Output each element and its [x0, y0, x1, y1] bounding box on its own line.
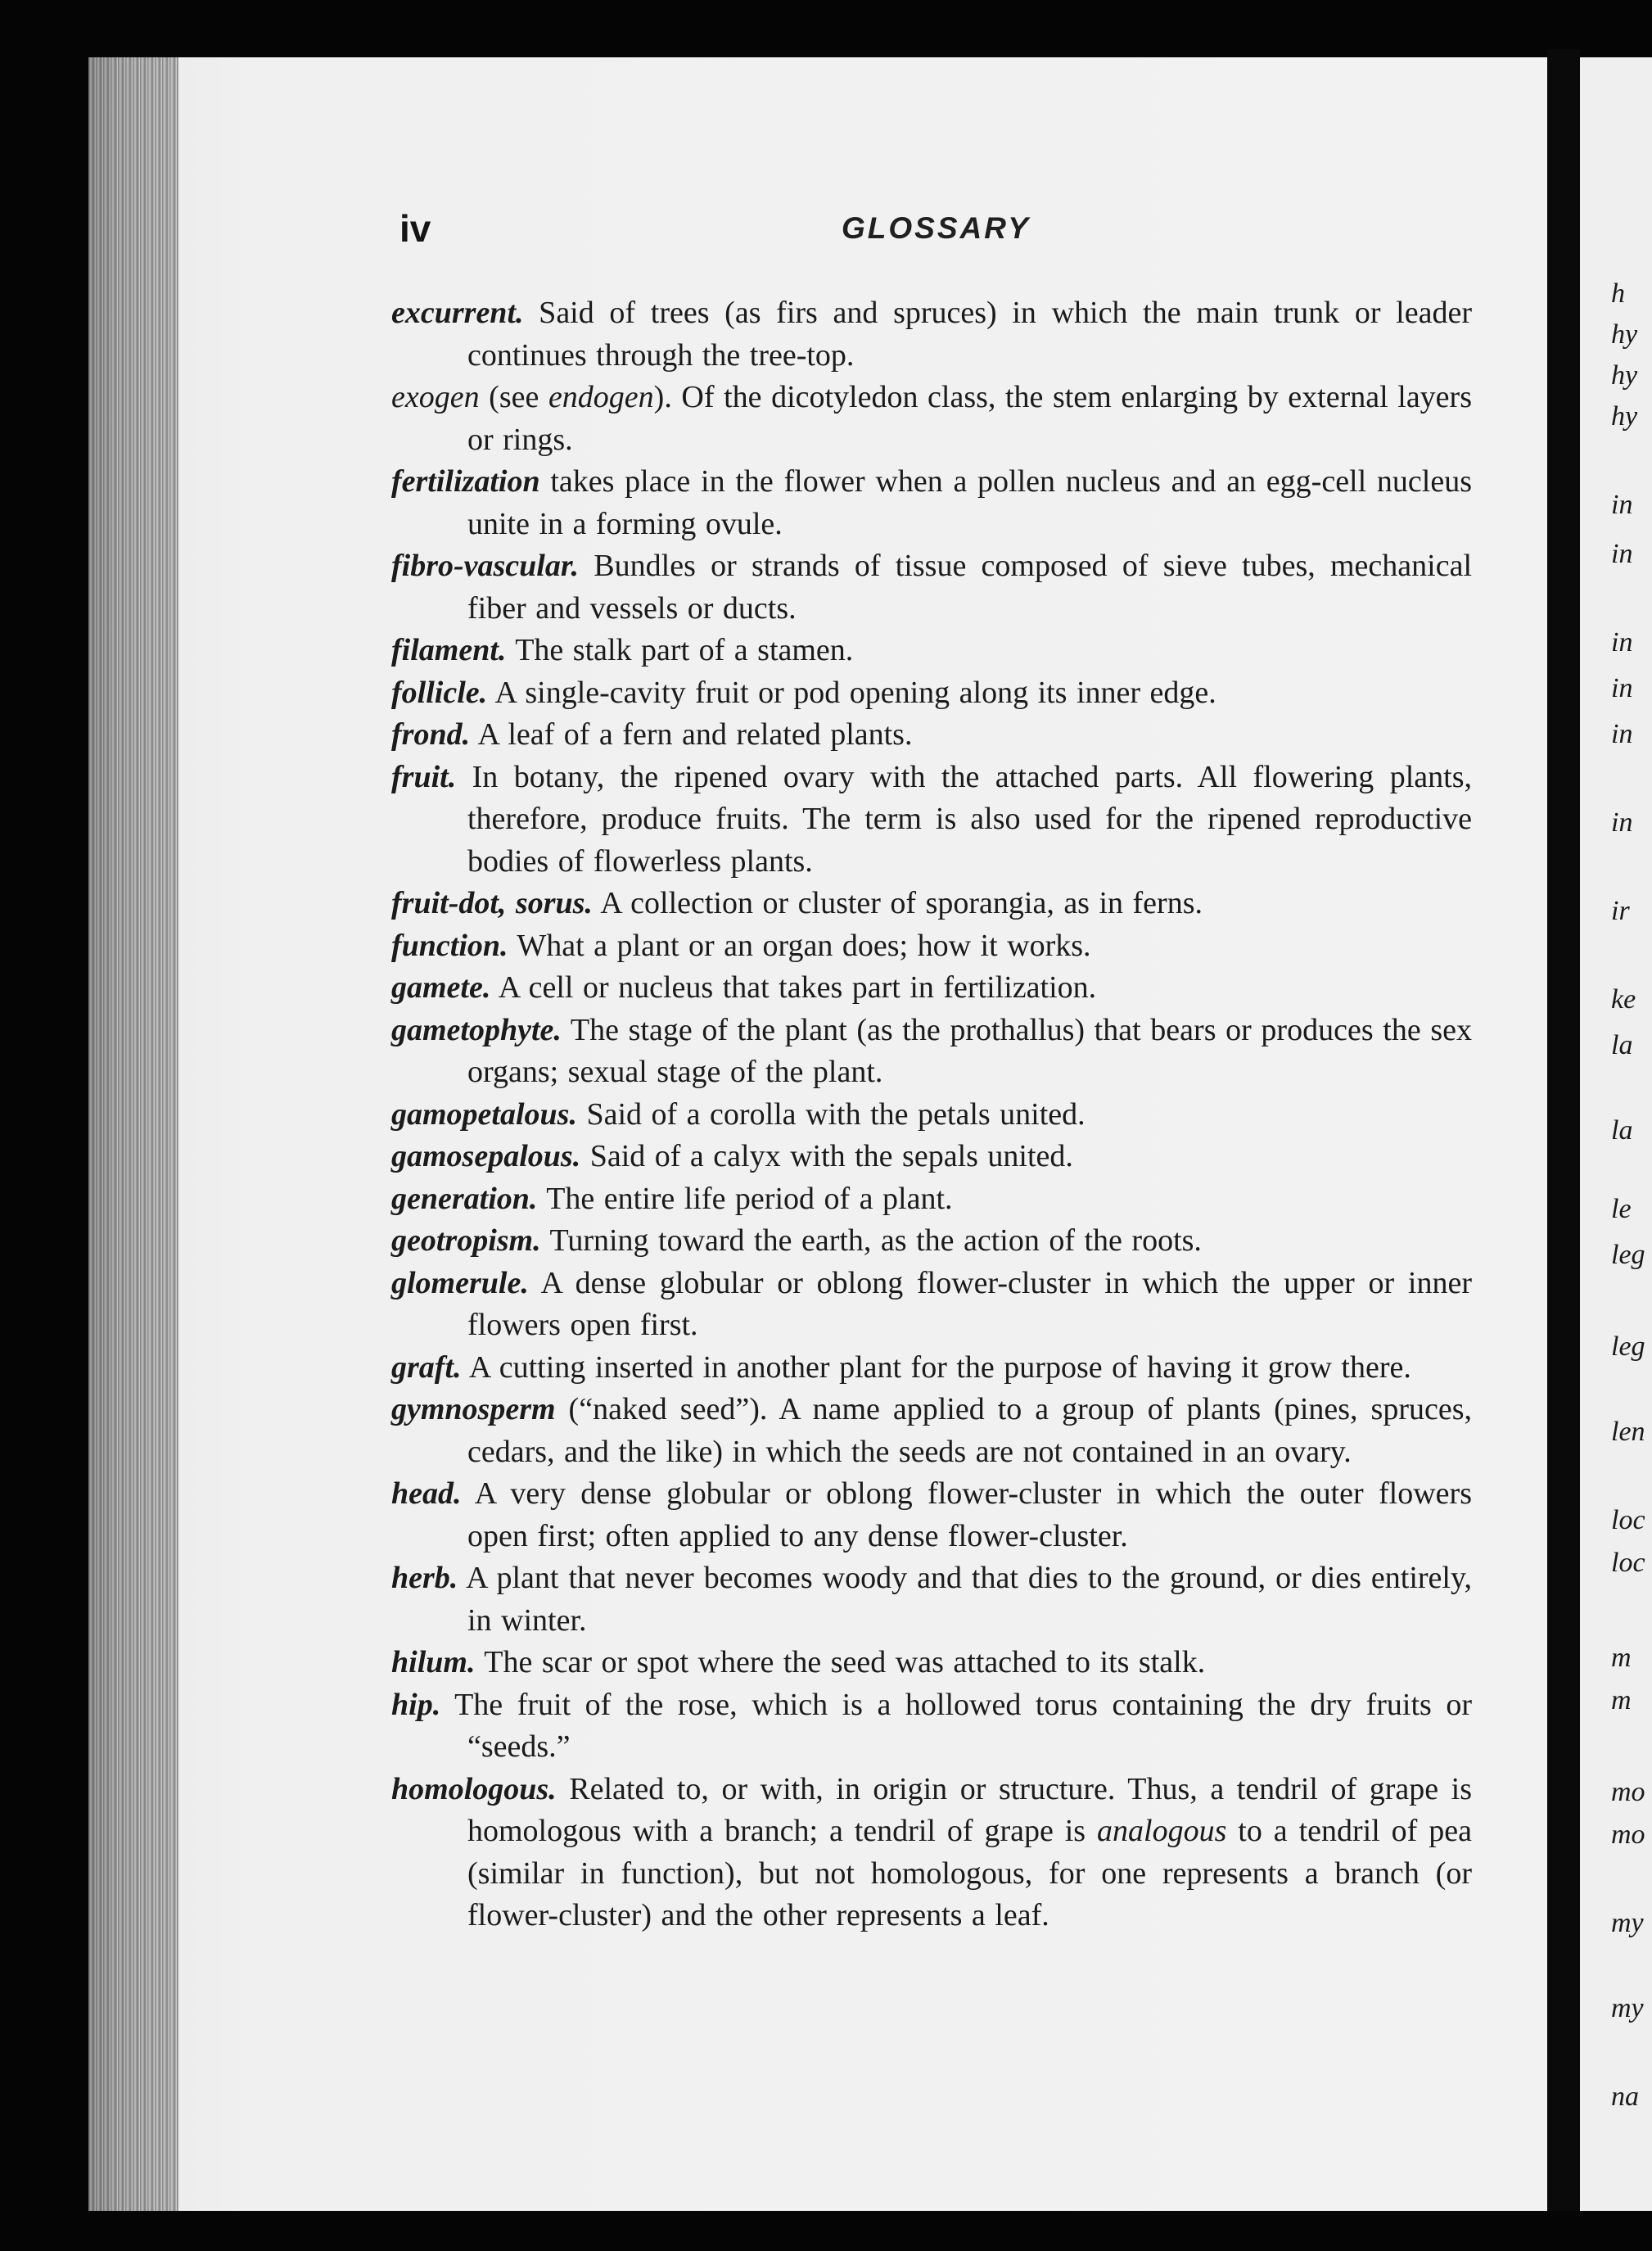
- glossary-entry: [391, 630, 1472, 672]
- glossary-entry: [391, 461, 1472, 545]
- glossary-entry: [391, 1684, 1472, 1769]
- glossary-definition: The stage of the plant (as the prothallus) that bears or produces the sex organs; sexual stage of the plant.: [467, 1012, 1472, 1089]
- right-page-fragment: m: [1611, 1643, 1632, 1673]
- right-page-fragment: la: [1611, 1030, 1633, 1060]
- right-page-fragment: h: [1611, 278, 1625, 309]
- glossary-term: head.: [391, 1476, 462, 1511]
- right-page-fragment: in: [1611, 719, 1633, 749]
- glossary-definition: Of the dicotyledon class, the stem enlarging by external layers or rings.: [467, 380, 1472, 457]
- glossary-definition: A cell or nucleus that takes part in fertilization.: [490, 970, 1097, 1005]
- running-head: GLOSSARY: [842, 211, 1031, 245]
- page-binding-edge: [88, 57, 178, 2211]
- glossary-term: function.: [391, 928, 508, 963]
- right-page-fragment: leg: [1611, 1331, 1645, 1362]
- glossary-term: filament.: [391, 633, 507, 667]
- glossary-definition: A very dense globular or oblong flower-cluster in which the outer flowers open first; often applied to any dense flower-cluster.: [461, 1476, 1472, 1553]
- glossary-term-synonym: sorus.: [506, 886, 593, 920]
- glossary-term: herb.: [391, 1561, 458, 1595]
- glossary-definition: A cutting inserted in another plant for the purpose of having it grow there.: [461, 1349, 1411, 1385]
- right-page-fragment: ke: [1611, 984, 1636, 1015]
- glossary-definition: The entire life period of a plant.: [537, 1181, 953, 1216]
- glossary-entry: [391, 1389, 1472, 1473]
- glossary-definition: A dense globular or oblong flower-cluster in which the upper or inner flowers open first.: [467, 1265, 1472, 1342]
- glossary-entry: [391, 1263, 1472, 1347]
- glossary-definition: A single-cavity fruit or pod opening along its inner edge.: [487, 675, 1216, 710]
- glossary-term: fruit-dot,: [391, 886, 507, 920]
- glossary-entry: [391, 1220, 1472, 1263]
- glossary-term: excurrent.: [391, 296, 524, 330]
- glossary-term: homologous.: [391, 1771, 557, 1806]
- glossary-term: hilum.: [391, 1645, 476, 1679]
- right-page-fragment: le: [1611, 1194, 1632, 1224]
- glossary-definition: Said of trees (as firs and spruces) in which the main trunk or leader continues through the tree-top.: [467, 296, 1472, 373]
- right-page-fragment: hy: [1611, 319, 1638, 350]
- right-page-fragment: loc: [1611, 1505, 1645, 1535]
- right-page-fragment: in: [1611, 807, 1633, 838]
- right-page-fragment: hy: [1611, 401, 1638, 432]
- right-page-fragment: in: [1611, 490, 1633, 520]
- right-page-fragment: loc: [1611, 1548, 1645, 1578]
- glossary-emphasis: analogous: [1097, 1814, 1227, 1848]
- right-page-fragment: mo: [1611, 1819, 1645, 1850]
- glossary-term: frond.: [391, 717, 471, 752]
- right-page-fragment: na: [1611, 2081, 1639, 2112]
- glossary-text: (see: [479, 380, 548, 414]
- glossary-entry: [391, 1642, 1472, 1684]
- glossary-definition: In botany, the ripened ovary with the attached parts. All flowering plants, therefore, produce fruits. The term is also used for the ripened reproductive bodies of flowerless plants.: [456, 759, 1472, 879]
- glossary-list: [391, 292, 1472, 1937]
- glossary-definition: Bundles or strands of tissue composed of sieve tubes, mechanical fiber and vessels or ducts.: [467, 549, 1472, 626]
- glossary-entry: [391, 967, 1472, 1010]
- right-page-fragment: m: [1611, 1685, 1632, 1715]
- glossary-entry: [391, 757, 1472, 884]
- glossary-definition: A collection or cluster of sporangia, as in ferns.: [592, 886, 1203, 920]
- glossary-definition: A leaf of a fern and related plants.: [470, 717, 913, 752]
- book-gutter: [1547, 49, 1580, 2211]
- glossary-term: glomerule.: [391, 1265, 529, 1300]
- glossary-definition: takes place in the flower when a pollen nucleus and an egg-cell nucleus unite in a forming ovule.: [467, 464, 1472, 541]
- right-page-fragment: my: [1611, 1908, 1644, 1938]
- glossary-entry: [391, 377, 1472, 461]
- glossary-entry: [391, 1136, 1472, 1178]
- glossary-entry: [391, 1769, 1472, 1937]
- right-page-fragment: len: [1611, 1417, 1645, 1447]
- right-page-fragment: in: [1611, 539, 1633, 569]
- right-page-fragment: la: [1611, 1115, 1633, 1146]
- glossary-entry: [391, 714, 1472, 757]
- glossary-entry: [391, 925, 1472, 968]
- glossary-entry: [391, 1010, 1472, 1094]
- glossary-term: fertilization: [391, 464, 540, 499]
- glossary-entry: [391, 672, 1472, 715]
- glossary-entry: [391, 1557, 1472, 1642]
- glossary-entry: [391, 883, 1472, 925]
- glossary-entry: [391, 545, 1472, 630]
- right-page-fragment: my: [1611, 1993, 1644, 2023]
- glossary-cross-reference: endogen: [548, 380, 654, 414]
- glossary-definition: The fruit of the rose, which is a hollowed torus containing the dry fruits or “seeds.”: [440, 1687, 1472, 1764]
- glossary-definition: A plant that never becomes woody and that dies to the ground, or dies entirely, in winter.: [458, 1561, 1472, 1638]
- page-header: [399, 206, 1472, 255]
- glossary-term: gamosepalous.: [391, 1139, 581, 1173]
- glossary-term: geotropism.: [391, 1223, 541, 1258]
- glossary-term: follicle.: [391, 675, 488, 710]
- glossary-term: gamopetalous.: [391, 1096, 577, 1132]
- glossary-entry: [391, 1347, 1472, 1390]
- glossary-definition: Said of a corolla with the petals united.: [576, 1096, 1086, 1132]
- page-number: iv: [399, 207, 431, 250]
- glossary-term: hip.: [391, 1687, 441, 1722]
- glossary-entry: [391, 1473, 1472, 1557]
- right-page-fragment: in: [1611, 627, 1633, 658]
- glossary-definition: Said of a calyx with the sepals united.: [580, 1139, 1073, 1173]
- right-page-fragment: leg: [1611, 1240, 1645, 1270]
- glossary-term: generation.: [391, 1181, 538, 1216]
- glossary-definition: to a tendril of pea (similar in function), but not homologous, for one represents a branch (or flower-cluster) and the other represents a leaf.: [467, 1814, 1472, 1932]
- right-page-fragment: ir: [1611, 896, 1630, 926]
- glossary-term: exogen: [391, 380, 480, 414]
- right-page-fragment: hy: [1611, 360, 1638, 391]
- glossary-term: gamete.: [391, 970, 491, 1005]
- glossary-definition: What a plant or an organ does; how it works.: [508, 928, 1091, 963]
- glossary-definition: Related to, or with, in origin or structure. Thus, a tendril of grape is homologous with a branch; a tendril of grape is: [467, 1771, 1472, 1848]
- glossary-entry: [391, 292, 1472, 377]
- glossary-term: fibro-vascular.: [391, 549, 580, 583]
- glossary-definition: Turning toward the earth, as the action of the roots.: [540, 1223, 1202, 1258]
- glossary-entry: [391, 1094, 1472, 1137]
- glossary-term: fruit.: [391, 759, 457, 794]
- right-page-fragment: in: [1611, 673, 1633, 703]
- glossary-text: ).: [653, 380, 682, 414]
- glossary-definition: (“naked seed”). A name applied to a group of plants (pines, spruces, cedars, and the like) in which the seeds are not contained in an ovary.: [467, 1392, 1472, 1469]
- right-page-fragment: mo: [1611, 1777, 1645, 1807]
- glossary-term: gametophyte.: [391, 1012, 562, 1047]
- glossary-term: graft.: [391, 1349, 462, 1385]
- glossary-definition: The scar or spot where the seed was attached to its stalk.: [475, 1645, 1206, 1679]
- glossary-entry: [391, 1178, 1472, 1221]
- glossary-term: gymnosperm: [391, 1392, 556, 1426]
- glossary-definition: The stalk part of a stamen.: [506, 633, 854, 667]
